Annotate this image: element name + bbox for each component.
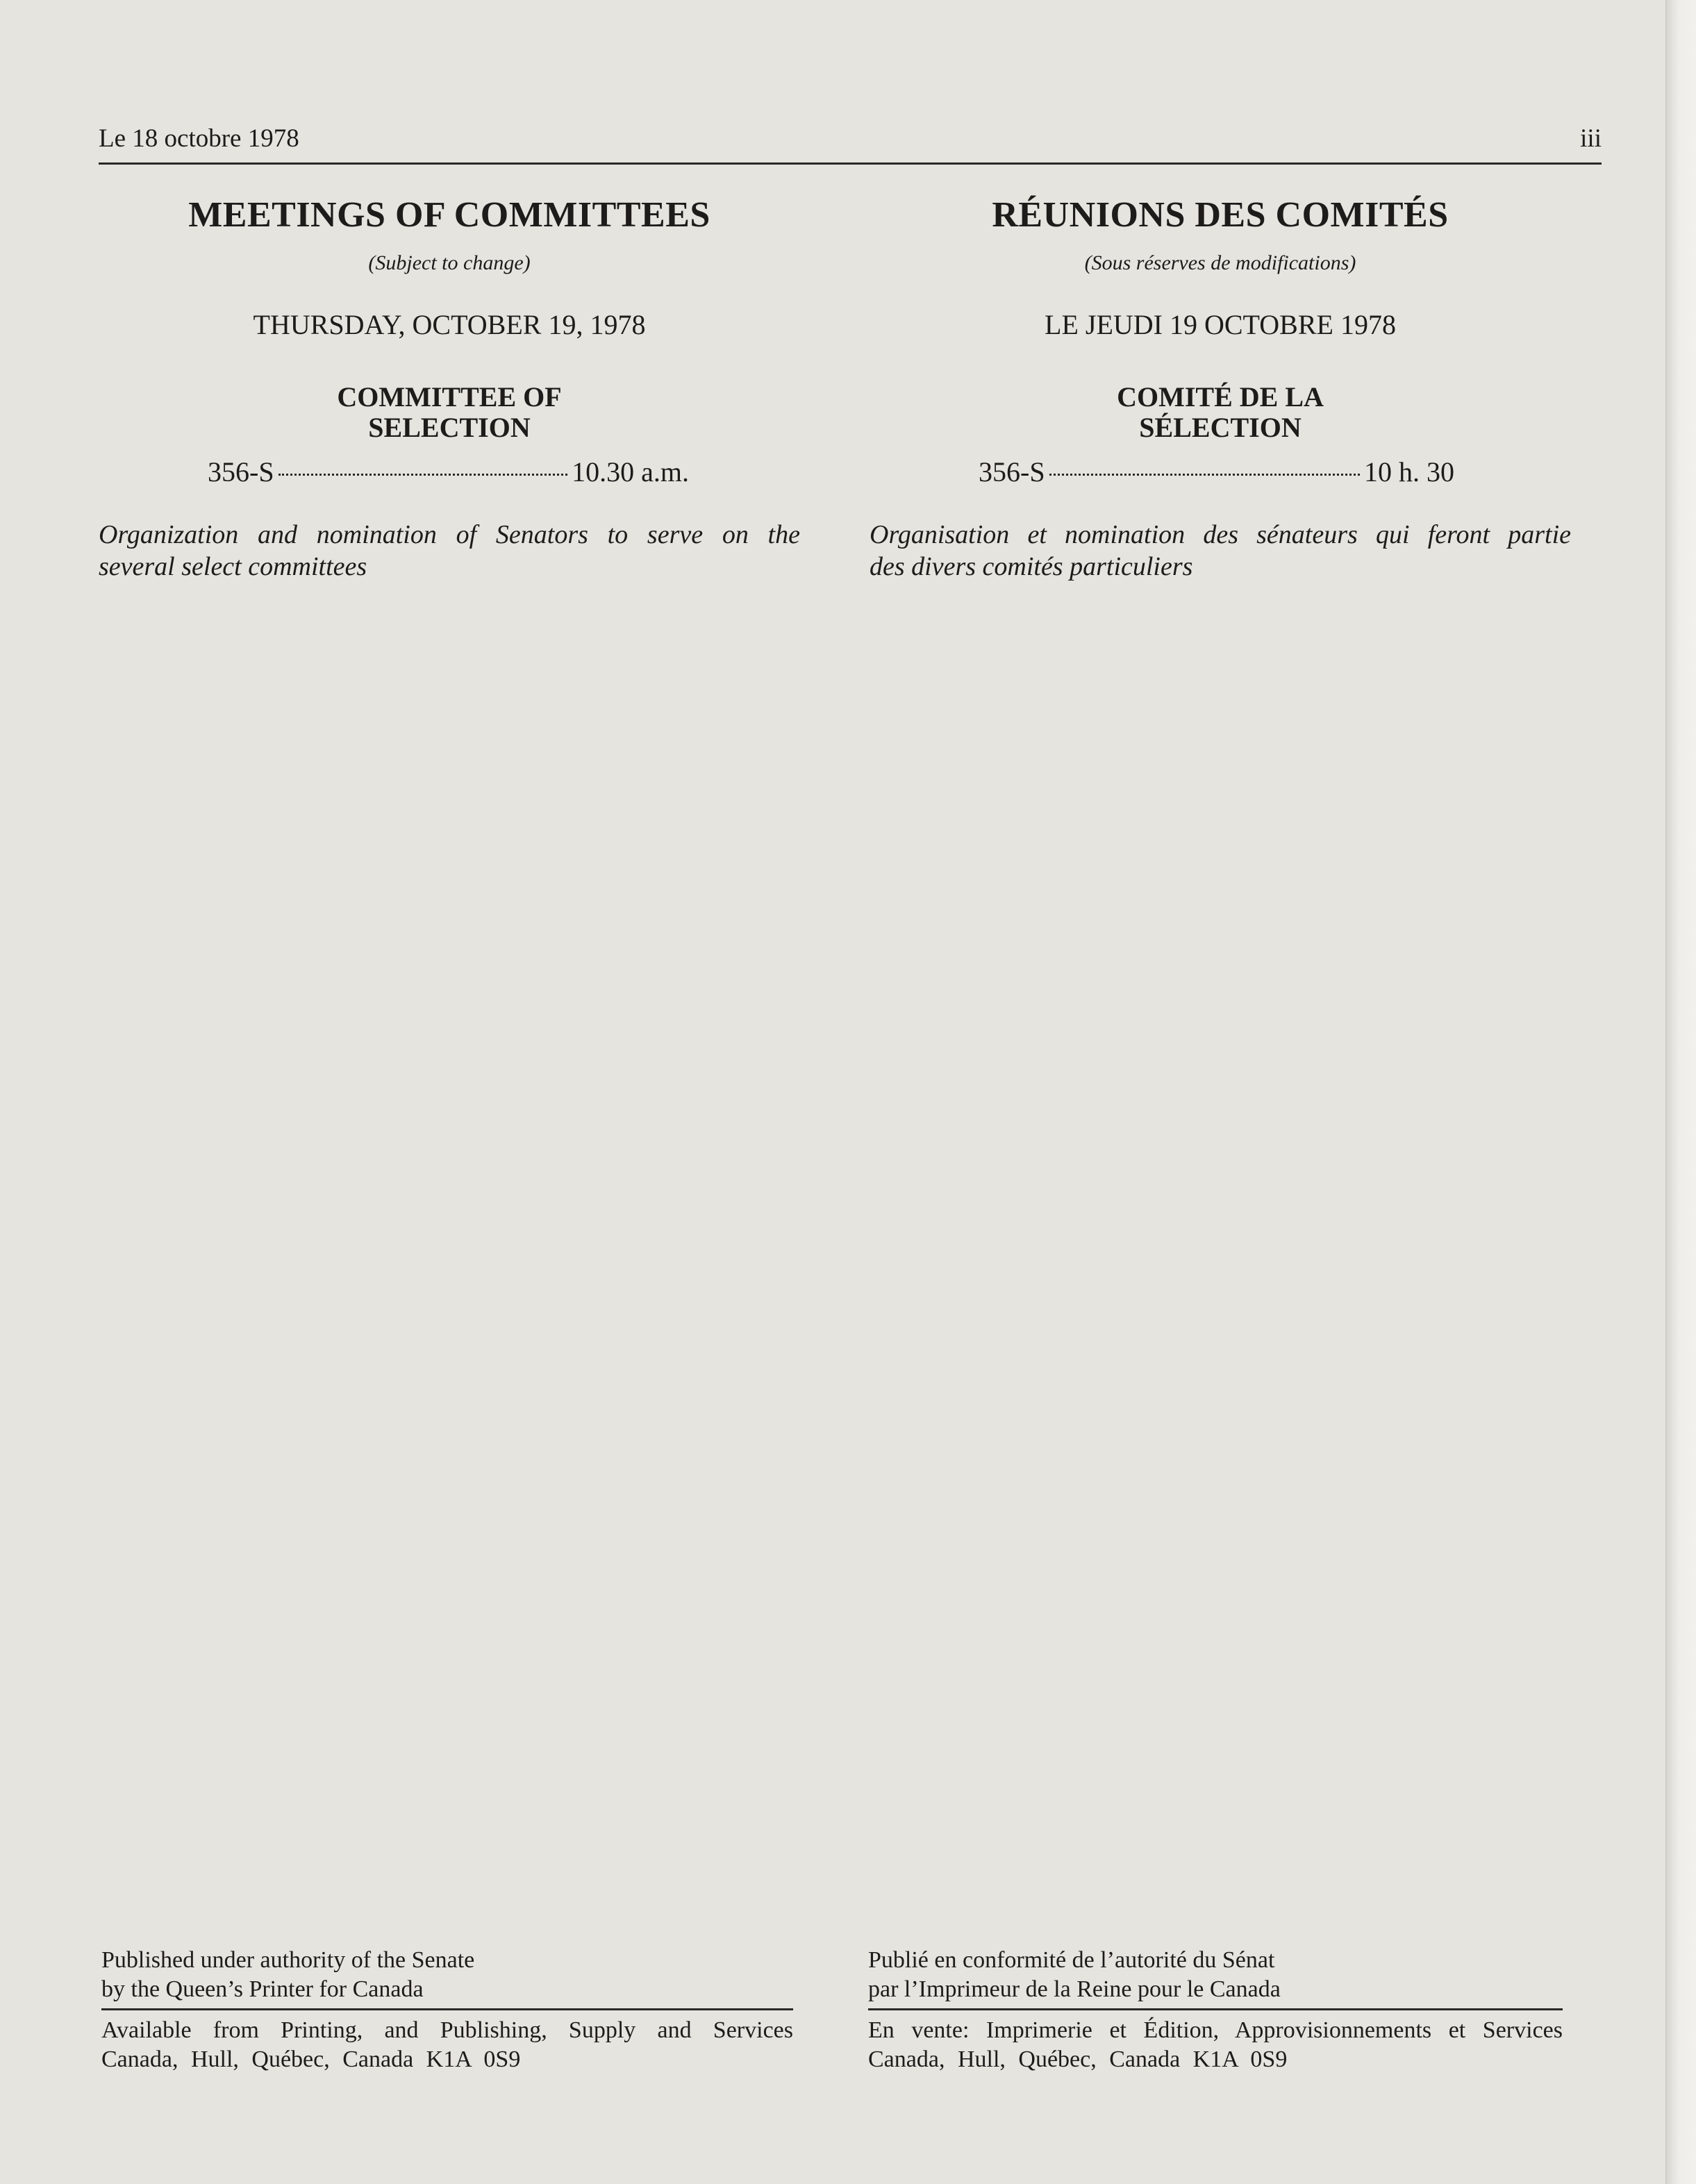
- french-published-line1: Publié en conformité de l’autorité du Sénat: [868, 1947, 1275, 1973]
- dot-leader: [278, 474, 568, 476]
- english-meeting-entry: [99, 456, 800, 488]
- dot-leader: [1049, 474, 1360, 476]
- french-column: [870, 187, 1571, 583]
- french-publisher-note: [868, 1946, 1563, 2008]
- french-room: 356-S: [979, 456, 1045, 487]
- english-description-line2: several select committees: [99, 552, 367, 581]
- english-published-line2: by the Queen’s Printer for Canada: [101, 1976, 424, 2002]
- french-committee-name: [870, 382, 1571, 443]
- english-committee-line1: COMMITTEE OF: [337, 381, 562, 412]
- french-meeting-day: LE JEUDI 19 OCTOBRE 1978: [1045, 309, 1396, 340]
- page-number: iii: [1580, 124, 1602, 153]
- english-available-line1: Available from Printing, and Publishing, Supply and Services: [101, 2017, 793, 2043]
- french-description-line2: des divers comités particuliers: [870, 552, 1193, 581]
- french-subtitle: (Sous réserves de modifications): [1084, 251, 1356, 274]
- header-date: Le 18 octobre 1978: [99, 124, 299, 153]
- french-meeting-entry: [870, 456, 1571, 488]
- french-description-line1: Organisation et nomination des sénateurs qui feront partie: [870, 520, 1571, 549]
- footer-rule: [868, 2008, 1563, 2010]
- french-availability-note: [868, 2016, 1563, 2074]
- french-footer: [868, 1946, 1563, 2074]
- english-availability-note: [101, 2016, 793, 2074]
- english-description: [99, 519, 800, 583]
- french-time: 10 h. 30: [1364, 456, 1454, 487]
- english-room: 356-S: [208, 456, 274, 487]
- english-title: MEETINGS OF COMMITTEES: [188, 195, 710, 235]
- footer-rule: [101, 2008, 793, 2010]
- page-edge: [1665, 0, 1696, 2184]
- french-title: RÉUNIONS DES COMITÉS: [992, 195, 1449, 235]
- french-committee-line1: COMITÉ DE LA: [1117, 381, 1324, 412]
- english-column: [99, 187, 800, 583]
- english-committee-line2: SELECTION: [368, 412, 531, 443]
- french-available-line2: Canada, Hull, Québec, Canada K1A 0S9: [868, 2047, 1288, 2072]
- english-available-line2: Canada, Hull, Québec, Canada K1A 0S9: [101, 2047, 521, 2072]
- page-header: [99, 124, 1602, 162]
- english-time: 10.30 a.m.: [572, 456, 689, 487]
- french-published-line2: par l’Imprimeur de la Reine pour le Canada: [868, 1976, 1281, 2002]
- english-subtitle: (Subject to change): [368, 251, 531, 274]
- header-rule: [99, 162, 1602, 165]
- english-published-line1: Published under authority of the Senate: [101, 1947, 475, 1973]
- english-committee-name: [99, 382, 800, 443]
- english-meeting-day: THURSDAY, OCTOBER 19, 1978: [253, 309, 646, 340]
- french-committee-line2: SÉLECTION: [1139, 412, 1302, 443]
- french-available-line1: En vente: Imprimerie et Édition, Approvisionnements et Services: [868, 2017, 1563, 2043]
- french-description: [870, 519, 1571, 583]
- english-footer: [101, 1946, 793, 2074]
- english-description-line1: Organization and nomination of Senators to serve on the: [99, 520, 800, 549]
- english-publisher-note: [101, 1946, 793, 2008]
